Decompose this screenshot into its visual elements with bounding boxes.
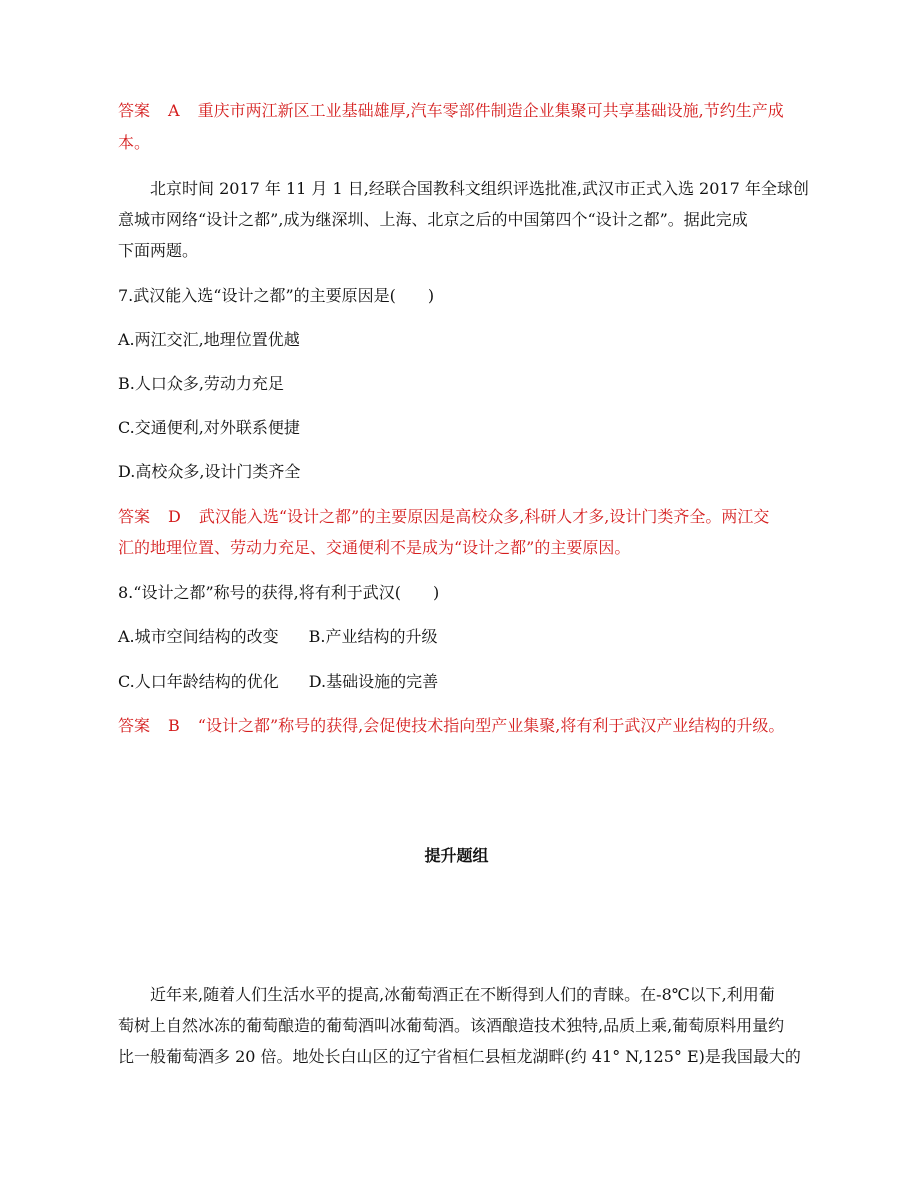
question-7-option-a: A.两江交汇,地理位置优越 (118, 330, 300, 349)
answer-text: 武汉能入选“设计之都”的主要原因是高校众多,科研人才多,设计门类齐全。两江交 (198, 507, 770, 526)
answer-label: 答案 (118, 716, 151, 735)
passage-2-line-2: 萄树上自然冰冻的葡萄酿造的葡萄酒叫冰葡萄酒。该酒酿造技术独特,品质上乘,葡萄原料用量约 (118, 1016, 785, 1035)
passage-2-line-3: 比一般葡萄酒多 20 倍。地处长白山区的辽宁省桓仁县桓龙湖畔(约 41° N,125° E)是我国最大的 (118, 1047, 801, 1066)
question-8-options-row-1 (118, 626, 438, 648)
question-7-stem: 7.武汉能入选“设计之都”的主要原因是( ) (118, 286, 435, 305)
answer-text: “设计之都”称号的获得,会促使技术指向型产业集聚,将有利于武汉产业结构的升级。 (197, 716, 785, 735)
question-8-stem: 8.“设计之都”称号的获得,将有利于武汉( ) (118, 583, 440, 602)
question-8-option-a: A.城市空间结构的改变 (118, 627, 279, 646)
answer-7-line-1 (118, 506, 769, 528)
passage-2-line-1: 近年来,随着人们生活水平的提高,冰葡萄酒正在不断得到人们的青睐。在-8℃以下,利用葡 (150, 985, 775, 1004)
question-7-option-b: B.人口众多,劳动力充足 (118, 374, 284, 393)
answer-text: 重庆市两江新区工业基础雄厚,汽车零部件制造企业集聚可共享基础设施,节约生产成 (197, 101, 784, 120)
answer-label: 答案 (118, 507, 151, 526)
answer-1-line-2: 本。 (118, 133, 151, 152)
passage-1-line-2: 意城市网络“设计之都”,成为继深圳、上海、北京之后的中国第四个“设计之都”。据此完成 (118, 210, 748, 229)
passage-1-line-3: 下面两题。 (118, 241, 199, 260)
answer-7-line-2: 汇的地理位置、劳动力充足、交通便利不是成为“设计之都”的主要原因。 (118, 538, 631, 557)
question-7-option-c: C.交通便利,对外联系便捷 (118, 418, 300, 437)
answer-letter: A (168, 101, 180, 120)
passage-1-line-1: 北京时间 2017 年 11 月 1 日,经联合国教科文组织评选批准,武汉市正式入选 2017 年全球创 (150, 179, 809, 198)
question-7-option-d: D.高校众多,设计门类齐全 (118, 462, 301, 481)
question-8-option-b: B.产业结构的升级 (308, 627, 438, 646)
answer-letter: D (168, 507, 181, 526)
answer-1-line-1 (118, 100, 784, 122)
answer-label: 答案 (118, 101, 151, 120)
question-8-options-row-2 (118, 671, 438, 693)
answer-8-line-1 (118, 715, 784, 737)
answer-letter: B (168, 716, 180, 735)
question-8-option-c: C.人口年龄结构的优化 (118, 672, 279, 691)
question-8-option-d: D.基础设施的完善 (308, 672, 439, 691)
section-heading: 提升题组 (424, 846, 489, 865)
